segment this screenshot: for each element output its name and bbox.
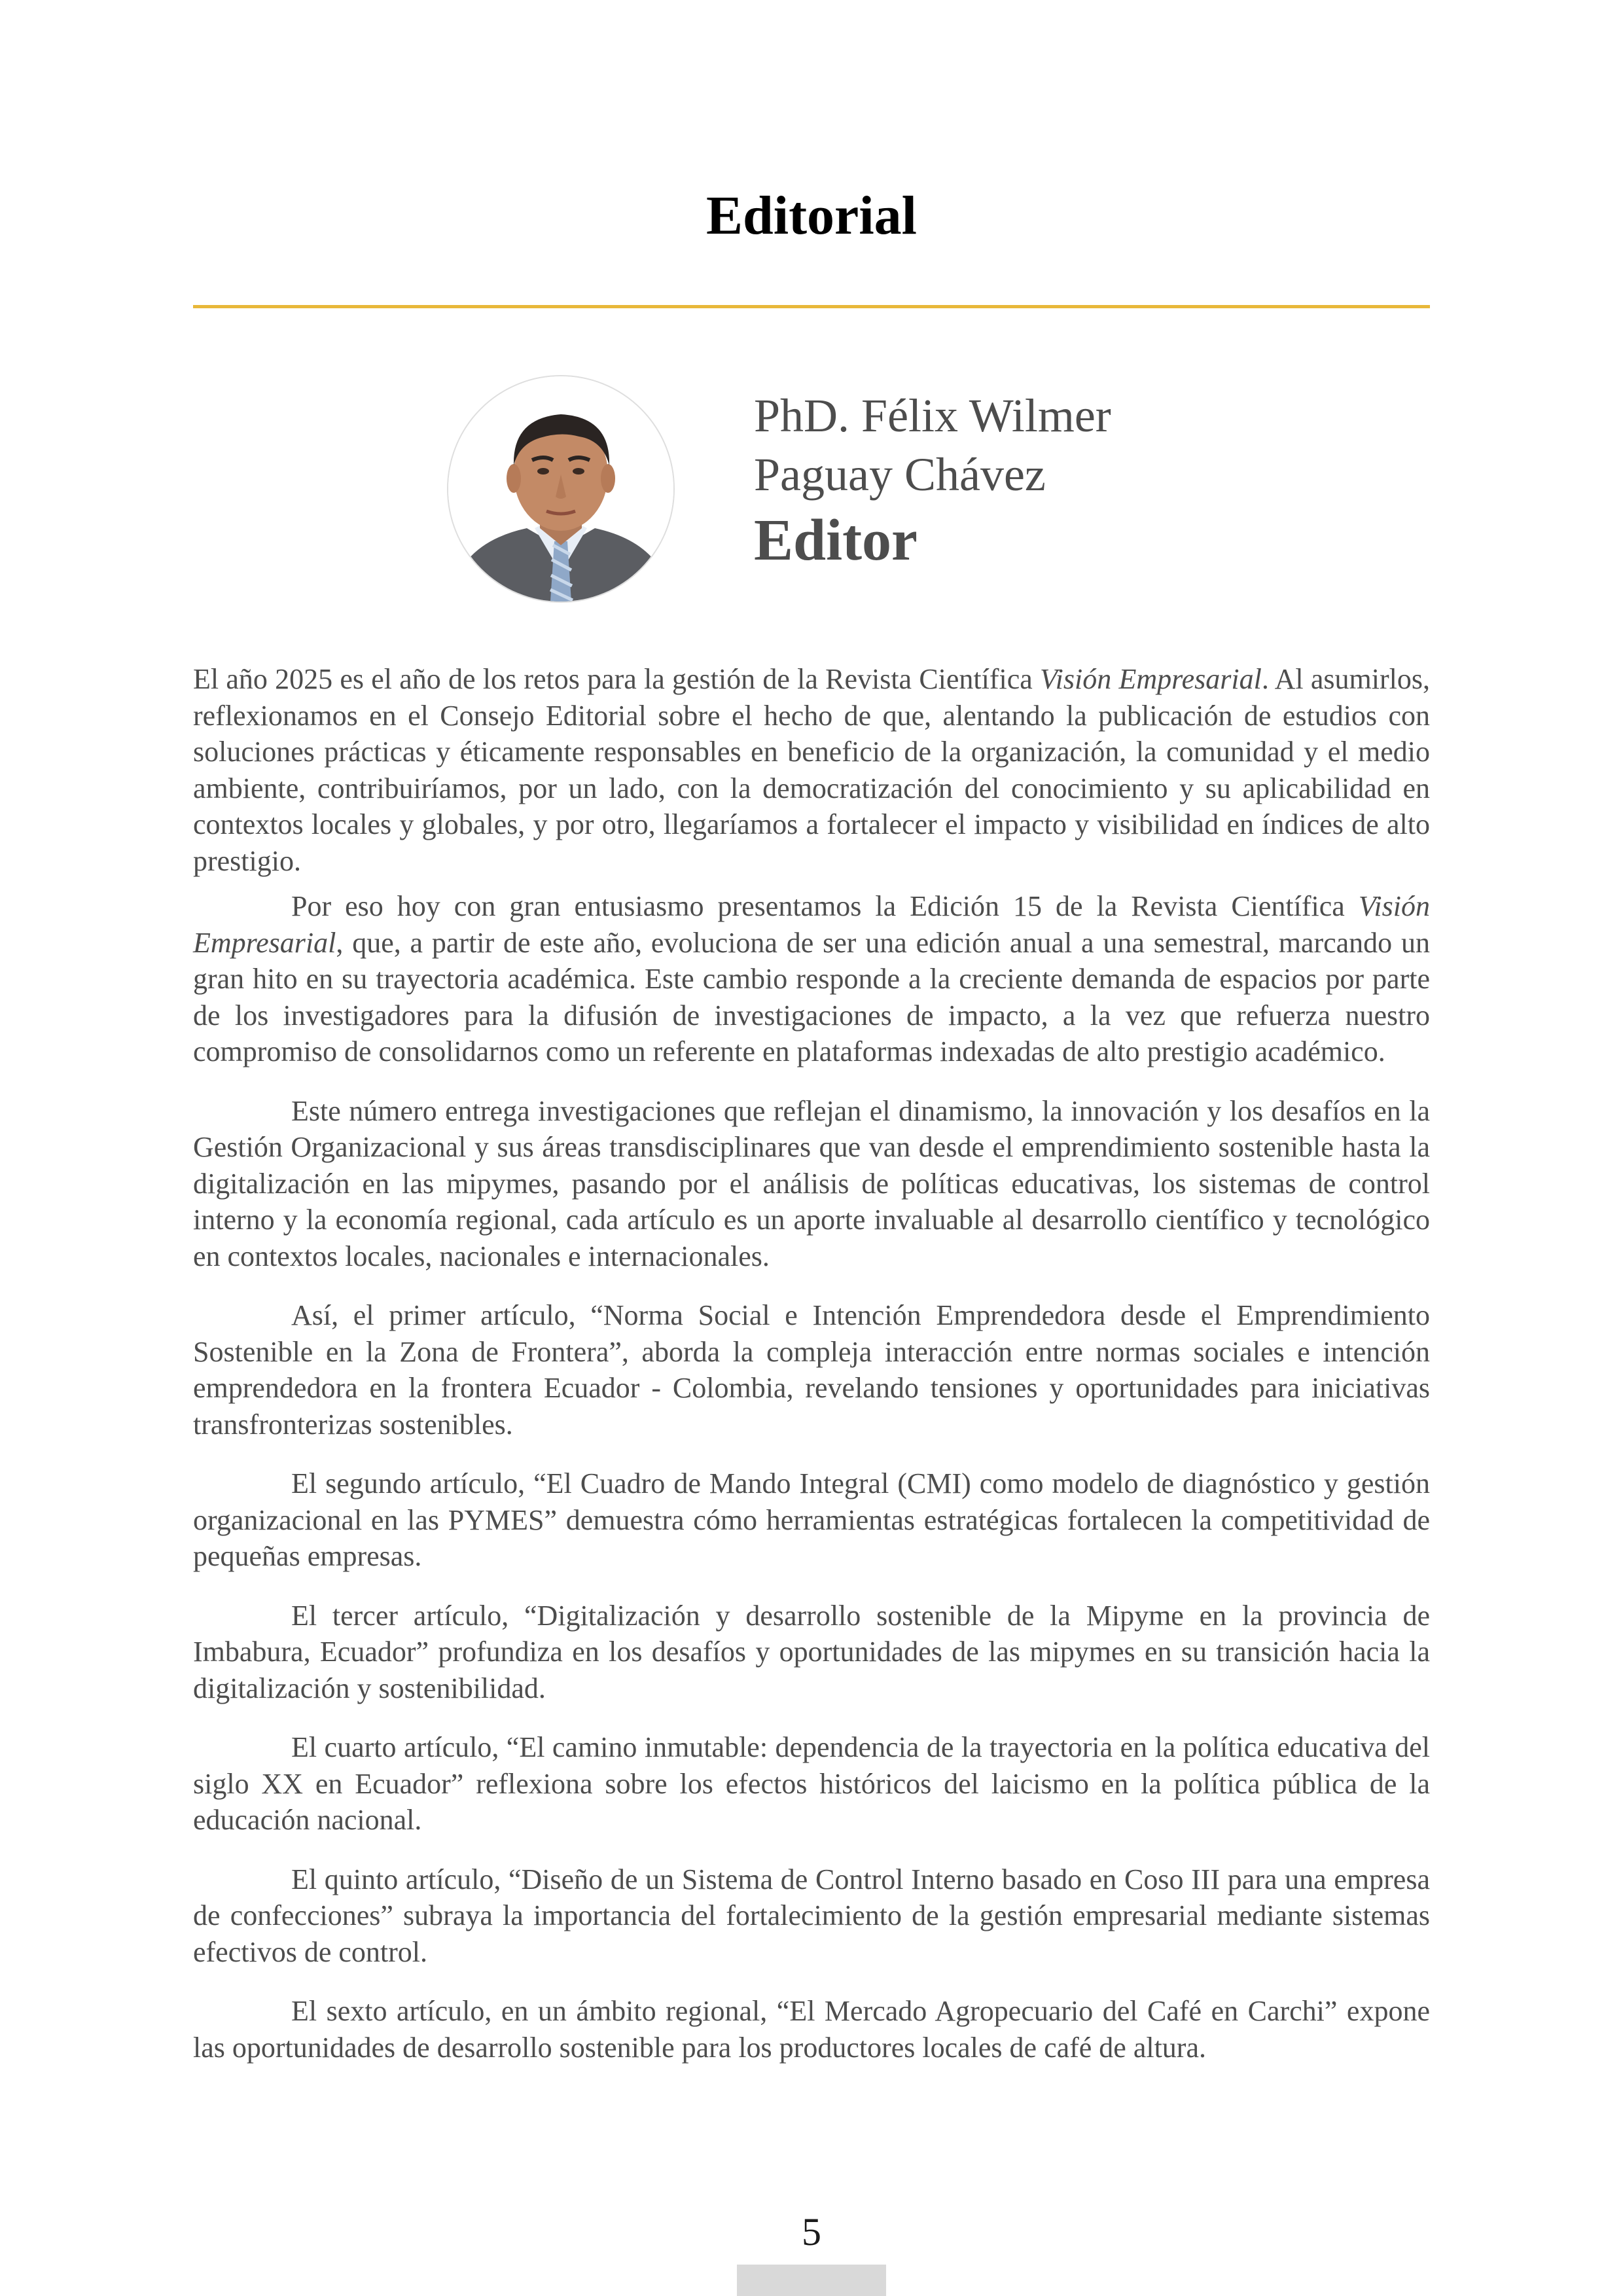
editorial-body (193, 661, 1430, 2089)
editor-info (754, 386, 1343, 577)
paragraph-5: El segundo artículo, “El Cuadro de Mando Integral (CMI) como modelo de diagnóstico y gestión organizacional en las PYMES” demuestra cómo herramientas estratégicas fortalecen la competitividad de pequeñas empresas. (193, 1467, 1430, 1572)
paragraph-4: Así, el primer artículo, “Norma Social e Intención Emprendedora desde el Emprendimiento Sostenible en la Zona de Frontera”, aborda la compleja interacción entre normas sociales e intención emprendedora en la frontera Ecuador - Colombia, revelando tensiones y oportunidades para iniciativas transfronterizas sostenibles. (193, 1299, 1430, 1441)
page-number: 5 (802, 2210, 821, 2253)
editor-name-line1: PhD. Félix Wilmer (754, 389, 1111, 442)
editor-role: Editor (754, 508, 918, 573)
journal-name: Visión Empresarial (193, 890, 1430, 959)
editor-photo (447, 375, 675, 603)
paragraph-1: El año 2025 es el año de los retos para la gestión de la Revista Científica Visión Empresarial. Al asumirlos, reflexionamos en el Consejo Editorial sobre el hecho de que, alentando la publicación de estudios con soluciones prácticas y éticamente responsables en beneficio de la organización, la comunidad y el medio ambiente, contribuiríamos, por un lado, con la democratización del conocimiento y su aplicabilidad en contextos locales y globales, y por otro, llegaríamos a fortalecer el impacto y visibilidad en índices de alto prestigio. (193, 663, 1430, 877)
paragraph-7: El cuarto artículo, “El camino inmutable: dependencia de la trayectoria en la política educativa del siglo XX en Ecuador” reflexiona sobre los efectos históricos del laicismo en la política pública de la educación nacional. (193, 1731, 1430, 1836)
editor-portrait-image (448, 376, 673, 601)
page-title: Editorial (705, 185, 917, 246)
title-divider (193, 305, 1430, 308)
paragraph-9: El sexto artículo, en un ámbito regional, “El Mercado Agropecuario del Café en Carchi” expone las oportunidades de desarrollo sostenible para los productores locales de café de altura. (193, 1995, 1430, 2064)
footer-tab (737, 2265, 886, 2296)
paragraph-3: Este número entrega investigaciones que reflejan el dinamismo, la innovación y los desafíos en la Gestión Organizacional y sus áreas transdisciplinares que van desde el emprendimiento sostenible hasta la digitalización en las mipymes, pasando por el análisis de políticas educativas, los sistemas de control interno y la economía regional, cada artículo es un aporte invaluable al desarrollo científico y tecnológico en contextos locales, nacionales e internacionales. (193, 1094, 1430, 1272)
paragraph-6: El tercer artículo, “Digitalización y desarrollo sostenible de la Mipyme en la provincia de Imbabura, Ecuador” profundiza en los desafíos y oportunidades de las mipymes en su transición hacia la digitalización y sostenibilidad. (193, 1599, 1430, 1704)
paragraph-8: El quinto artículo, “Diseño de un Sistema de Control Interno basado en Coso III para una empresa de confecciones” subraya la importancia del fortalecimiento de la gestión empresarial mediante sistemas efectivos de control. (193, 1863, 1430, 1968)
editor-name-line2: Paguay Chávez (754, 448, 1046, 501)
paragraph-2: Por eso hoy con gran entusiasmo presentamos la Edición 15 de la Revista Científica Visión Empresarial, que, a partir de este año, evoluciona de ser una edición anual a una semestral, marcando un gran hito en su trayectoria académica. Este cambio responde a la creciente demanda de espacios por parte de los investigadores para la difusión de investigaciones de impacto, a la vez que refuerza nuestro compromiso de consolidarnos como un referente en plataformas indexadas de alto prestigio académico. (193, 890, 1430, 1067)
journal-name: Visión Empresarial (1040, 663, 1262, 695)
